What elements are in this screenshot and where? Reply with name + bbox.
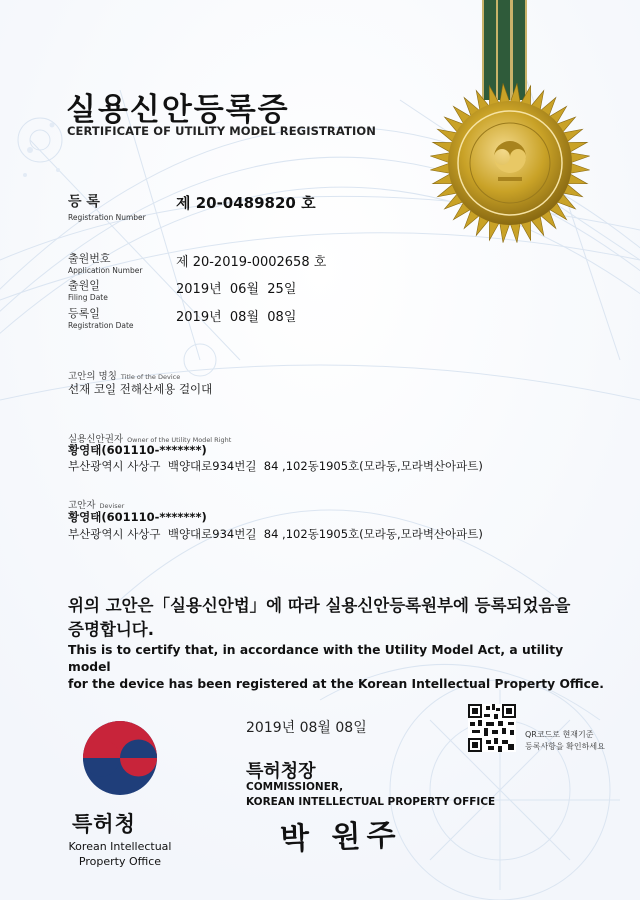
office-name-english [64,839,176,869]
device-title-label-korean: 고안의 명칭 [68,371,117,382]
commissioner-signature: 박 원주 [279,817,403,858]
registration-date-label-korean: 등록일 [68,307,100,320]
registration-label-english: Registration Number [68,213,146,222]
registration-date-label-english: Registration Date [68,321,134,330]
registration-date: 2019년 08월 08일 [176,310,297,325]
filing-date: 2019년 06월 25일 [176,282,297,297]
deviser-label-korean: 고안자 [68,500,96,511]
statement-korean-line2: 증명합니다. [68,620,154,639]
application-number-label-english: Application Number [68,266,143,275]
registration-date-label [68,305,134,330]
issue-date: 2019년 08월 08일 [246,720,367,736]
certification-statement-korean [68,594,608,642]
statement-english-line1: This is to certify that, in accordance with the Utility Model Act, a utility model [68,643,564,674]
deviser-address: 부산광역시 사상구 백양대로934번길 84 ,102동1905호(모라동,모라벽산아파트) [68,527,483,541]
certification-statement-english [68,642,608,693]
filing-date-label [68,277,108,302]
owner-label-korean: 실용신안권자 [68,434,124,445]
qr-code[interactable] [468,704,516,752]
seal-ribbon [482,0,527,100]
office-name-english-line2: Property Office [78,855,162,868]
qr-caption-line2: 등록사항을 확인하세요 [525,742,605,751]
device-title-label-english: Title of the Device [120,373,181,381]
owner-name: 황영태(601110-*******) [68,443,207,457]
qr-caption-line1: QR코드로 현재기준 [525,730,594,739]
registration-number: 제 20-0489820 호 [176,194,316,212]
application-number-label-korean: 출원번호 [68,252,111,265]
deviser-label-english: Deviser [99,502,125,510]
commissioner-title-korean: 특허청장 [246,761,316,782]
statement-korean-line1: 위의 고안은「실용신안법」에 따라 실용신안등록원부에 등록되었음을 [68,596,571,615]
filing-date-label-english: Filing Date [68,293,108,302]
certificate-title-english: CERTIFICATE OF UTILITY MODEL REGISTRATION [67,124,376,138]
certificate-title-korean: 실용신안등록증 [66,92,290,128]
application-number-label [68,250,142,275]
deviser-name: 황영태(601110-*******) [68,510,207,524]
office-name-english-line1: Korean Intellectual [68,840,172,853]
owner-label-english: Owner of the Utility Model Right [127,436,232,444]
commissioner-title-english-line2: KOREAN INTELLECTUAL PROPERTY OFFICE [246,796,496,808]
statement-english-line2: for the device has been registered at the Korean Intellectual Property Office. [68,677,604,691]
kipo-logo [80,718,160,798]
gold-seal [430,83,589,242]
registration-label-korean: 등 록 [68,194,100,210]
commissioner-title-english [246,780,495,810]
commissioner-title-english-line1: COMMISSIONER, [246,781,344,793]
application-number: 제 20-2019-0002658 호 [176,255,327,270]
office-name-korean: 특허청 [72,812,136,836]
qr-caption [525,729,605,753]
filing-date-label-korean: 출원일 [68,279,100,292]
owner-address: 부산광역시 사상구 백양대로934번길 84 ,102동1905호(모라동,모라벽산아파트) [68,459,483,473]
registration-label [68,191,146,222]
device-title: 선재 코일 전해산세용 걸이대 [68,382,213,396]
